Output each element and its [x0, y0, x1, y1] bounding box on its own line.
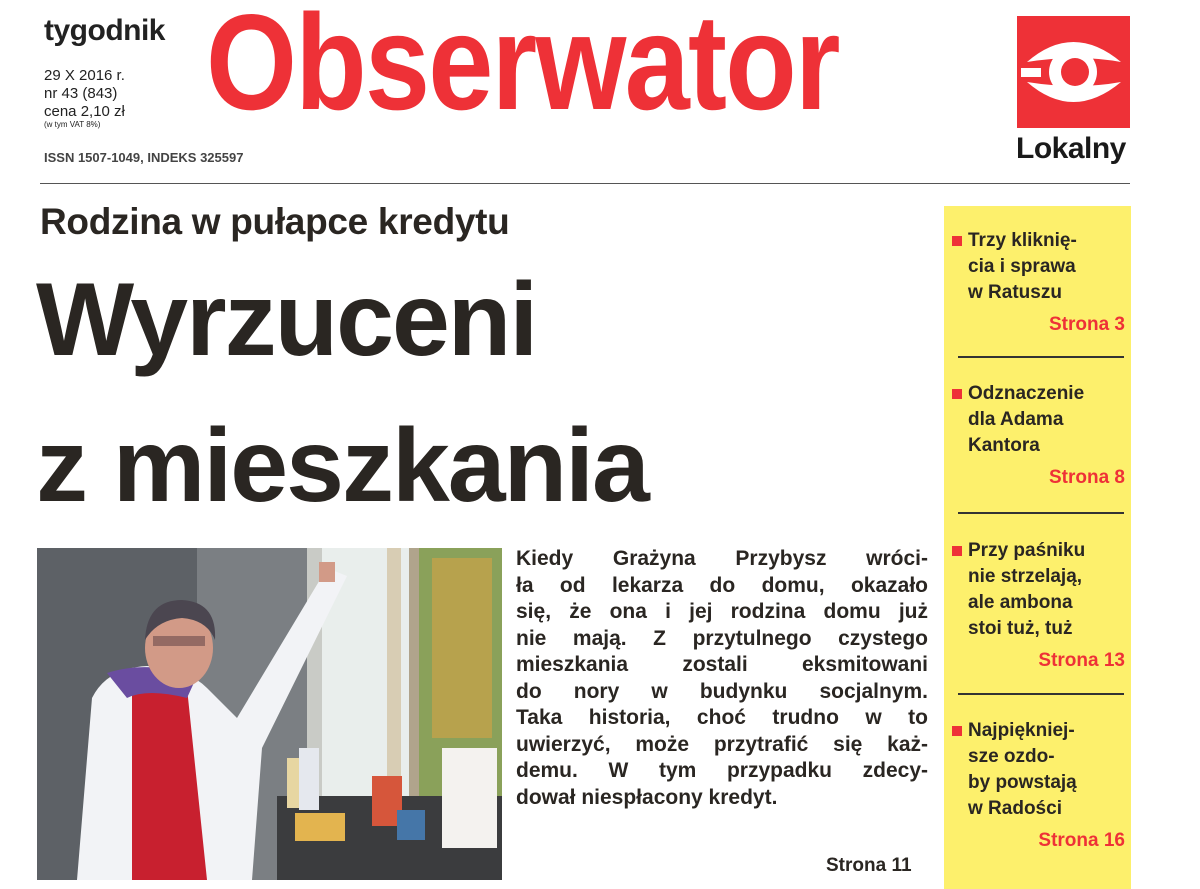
teaser-line: by powstają — [968, 772, 1077, 793]
newspaper-title: Obserwator — [206, 0, 839, 138]
eye-logo-graphic — [1017, 16, 1130, 128]
article-line: uwierzyć, może przytrafić się każ- — [516, 732, 928, 756]
lead-photo-illustration — [37, 548, 502, 880]
article-line: demu. W tym przypadku zdecy- — [516, 759, 928, 782]
article-line: Taka historia, choć trudno w to — [516, 706, 928, 729]
lead-headline-line-2: z mieszkania — [36, 408, 648, 524]
teaser-divider — [958, 356, 1124, 358]
teaser-page: Strona 16 — [1038, 830, 1125, 851]
issue-price: cena 2,10 zł — [44, 103, 125, 120]
issue-number: nr 43 (843) — [44, 85, 118, 102]
teaser-item[interactable] — [952, 381, 1127, 489]
teaser-text — [952, 718, 1127, 822]
teaser-line: sze ozdo- — [968, 746, 1055, 767]
lead-photo — [37, 548, 502, 880]
weekly-label: tygodnik — [44, 14, 165, 47]
teaser-item[interactable] — [952, 228, 1127, 336]
lead-article-body — [516, 546, 928, 811]
teaser-line: dla Adama — [968, 409, 1064, 430]
red-square-bullet-icon — [952, 546, 962, 556]
teaser-text — [952, 538, 1127, 642]
teaser-item[interactable] — [952, 718, 1127, 852]
teaser-divider — [958, 693, 1124, 695]
teaser-divider — [958, 512, 1124, 514]
newspaper-subtitle: Lokalny — [1016, 132, 1126, 165]
article-line: do nory w budynku socjalnym. — [516, 679, 928, 703]
teaser-line: Trzy kliknię- — [968, 230, 1077, 251]
teaser-page: Strona 3 — [1048, 314, 1125, 335]
teaser-text — [952, 228, 1127, 306]
article-line: Kiedy Grażyna Przybysz wróci- — [516, 547, 928, 570]
article-line: ła od lekarza do domu, okazało — [516, 573, 928, 597]
teaser-line: ale ambona — [968, 592, 1073, 613]
red-square-bullet-icon — [952, 726, 962, 736]
vat-note: (w tym VAT 8%) — [44, 120, 101, 129]
teaser-line: Kantora — [968, 435, 1040, 456]
teaser-text — [952, 381, 1127, 459]
teaser-line: w Ratuszu — [968, 282, 1062, 303]
article-line: mieszkania zostali eksmitowani — [516, 653, 928, 676]
masthead-divider — [40, 183, 1130, 184]
teaser-line: cia i sprawa — [968, 256, 1076, 277]
lead-kicker: Rodzina w pułapce kredytu — [40, 201, 510, 242]
teaser-line: Najpiękniej- — [968, 720, 1075, 741]
teaser-line: Odznaczenie — [968, 383, 1085, 404]
teaser-line: nie strzelają, — [968, 566, 1083, 587]
article-line: dował niespłacony kredyt. — [516, 785, 778, 809]
lead-page-reference: Strona 11 — [826, 855, 912, 876]
teaser-sidebar — [944, 206, 1131, 889]
red-square-bullet-icon — [952, 389, 962, 399]
teaser-line: w Radości — [968, 798, 1062, 819]
red-square-bullet-icon — [952, 236, 962, 246]
teaser-line: Przy paśniku — [968, 540, 1086, 561]
article-line: się, że ona i jej rodzina domu już — [516, 600, 928, 623]
teaser-line: stoi tuż, tuż — [968, 618, 1073, 639]
teaser-page: Strona 8 — [1048, 467, 1125, 488]
issn-index: ISSN 1507-1049, INDEKS 325597 — [44, 150, 244, 165]
lead-headline-line-1: Wyrzuceni — [36, 262, 537, 378]
issue-date: 29 X 2016 r. — [44, 67, 125, 84]
teaser-page: Strona 13 — [1038, 650, 1125, 671]
article-line: nie mają. Z przytulnego czystego — [516, 626, 928, 650]
eye-logo-icon — [1017, 16, 1130, 128]
teaser-item[interactable] — [952, 538, 1127, 672]
